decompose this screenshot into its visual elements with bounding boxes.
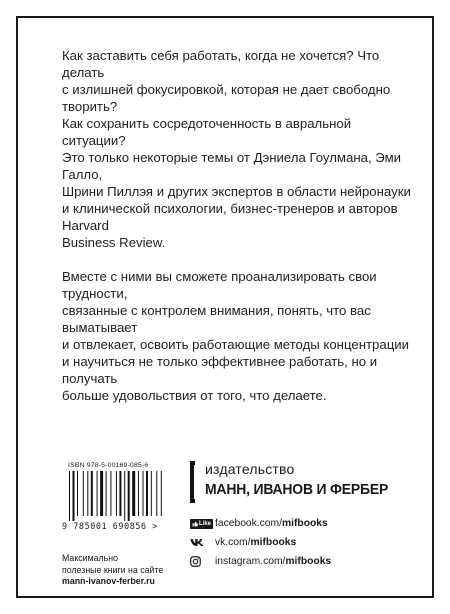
blurb-paragraph-1: Как заставить себя работать, когда не хочется? Что делать с излишней фокусировкой, которая не дает свободно творить? Как сохранить сосредоточенность в авральной ситуации? Это только некоторые темы от Дэниела Гоулмана, Эми Галло, Шрини Пиллэя и других экспертов в области нейронауки и клинической психологии, бизнес-тренеров и авторов Harvard Business Review. [62, 48, 411, 250]
isbn-label: ISBN 978-5-00169-085-6 [68, 462, 149, 469]
vk-handle: mifbooks [250, 537, 297, 548]
isbn-block [62, 462, 172, 531]
instagram-handle: mifbooks [285, 556, 332, 567]
publisher-label: издательство [205, 461, 295, 477]
social-links [190, 514, 331, 571]
facebook-handle: mifbooks [281, 518, 328, 529]
barcode-digits: 9 785001 690856 > [62, 521, 158, 531]
tagline-line-1: Максимально [62, 553, 118, 563]
bracket-icon [190, 461, 195, 503]
vk-url-prefix: vk.com/ [215, 537, 251, 548]
facebook-url-prefix: facebook.com/ [215, 518, 282, 529]
like-badge-text: Like [199, 520, 212, 527]
social-vk[interactable] [190, 533, 331, 552]
social-instagram[interactable] [190, 552, 331, 571]
blurb-text [62, 47, 412, 421]
instagram-icon [190, 556, 210, 568]
publisher-name: МАНН, ИВАНОВ И ФЕРБЕР [205, 481, 389, 498]
tagline-line-2: полезные книги на сайте [62, 564, 164, 575]
site-tagline [62, 553, 163, 588]
blurb-paragraph-2: Вместе с ними вы сможете проанализировать свои трудности, связанные с контролем внимания, понять, что вас выматывает и отвлекает, освоить работающие методы концентрации и научиться не только эффективнее работать, но и получать больше удовольствия от того, что делаете. [62, 269, 409, 403]
vk-icon [190, 537, 210, 549]
instagram-url-prefix: instagram.com/ [215, 556, 286, 567]
barcode-image [67, 471, 167, 521]
like-badge-icon [190, 518, 210, 530]
social-facebook[interactable] [190, 514, 331, 533]
site-link[interactable]: mann-ivanov-ferber.ru [62, 576, 155, 586]
